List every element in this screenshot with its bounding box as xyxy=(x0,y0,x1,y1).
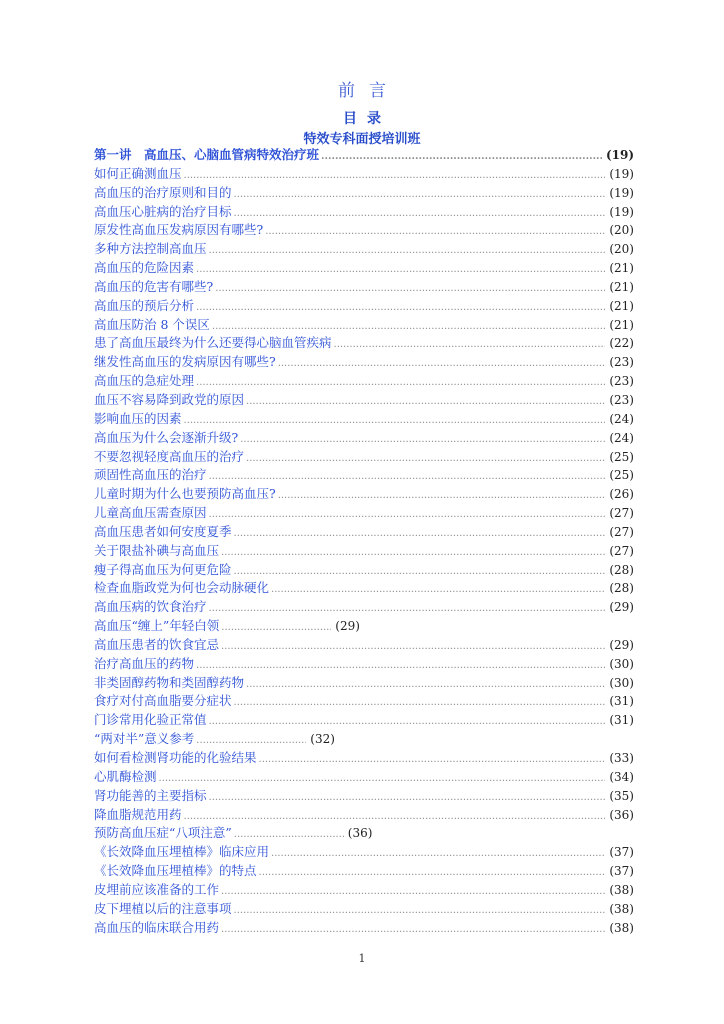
toc-entry[interactable] xyxy=(94,748,634,767)
toc-entry-title: 继发性高血压的发病原因有哪些? xyxy=(94,354,276,370)
toc-entry-page: (20) xyxy=(609,242,634,257)
toc-entry[interactable] xyxy=(94,560,634,579)
toc-entry[interactable] xyxy=(94,522,634,541)
toc-dot-leader xyxy=(209,792,606,803)
toc-entry-title: 高血压心脏病的治疗目标 xyxy=(94,203,232,219)
toc-dot-leader xyxy=(209,245,606,256)
toc-entry-title: 门诊常用化验正常值 xyxy=(94,712,207,728)
toc-entry-title: 高血压的危险因素 xyxy=(94,260,195,276)
toc-entry[interactable] xyxy=(94,428,634,447)
toc-dot-leader xyxy=(321,151,602,162)
toc-entry-title: 高血压患者的饮食宜忌 xyxy=(94,636,220,652)
toc-dot-leader xyxy=(246,453,605,464)
toc-entry[interactable] xyxy=(94,823,634,842)
toc-entry[interactable] xyxy=(94,333,634,352)
toc-entry-page: (19) xyxy=(609,185,634,200)
toc-dot-leader xyxy=(215,283,605,294)
toc-entry-page: (29) xyxy=(609,600,634,615)
toc-dot-leader xyxy=(184,811,606,822)
toc-entry-page: (23) xyxy=(609,374,634,389)
toc-entry[interactable] xyxy=(94,277,634,296)
toc-dot-leader xyxy=(159,773,606,784)
toc-entry[interactable] xyxy=(94,371,634,390)
toc-dot-leader xyxy=(196,660,605,671)
toc-entry-page: (21) xyxy=(609,317,634,332)
toc-entry[interactable] xyxy=(94,484,634,503)
page-number: 1 xyxy=(358,952,366,965)
toc-dot-leader xyxy=(271,848,605,859)
toc-entry-title: 不要忽视轻度高血压的治疗 xyxy=(94,448,245,464)
toc-entry-title: 高血压的急症处理 xyxy=(94,373,195,389)
toc-entry-title: 原发性高血压发病原因有哪些? xyxy=(94,222,264,238)
toc-entry-title: 食疗对付高血脂要分症状 xyxy=(94,693,232,709)
toc-entry-title: 高血压患者如何安度夏季 xyxy=(94,523,232,539)
toc-entry-page: (22) xyxy=(609,336,634,351)
toc-dot-leader xyxy=(234,189,606,200)
toc-entry-page: (35) xyxy=(609,788,634,803)
toc-subheading: 特效专科面授培训班 xyxy=(303,132,421,147)
toc-entry-page: (28) xyxy=(609,581,634,596)
toc-entry[interactable] xyxy=(94,202,634,221)
toc-entry-title: 关于限盐补碘与高血压 xyxy=(94,542,220,558)
toc-entry-page: (19) xyxy=(605,148,634,162)
toc-entry[interactable] xyxy=(94,710,634,729)
toc-entry-page: (19) xyxy=(609,204,634,219)
toc-entry-title: 《长效降血压埋植棒》的特点 xyxy=(94,863,257,879)
toc-entry[interactable] xyxy=(94,805,634,824)
toc-dot-leader xyxy=(271,584,605,595)
toc-entry-page: (28) xyxy=(609,562,634,577)
toc-entry[interactable] xyxy=(94,409,634,428)
toc-entry-page: (31) xyxy=(609,694,634,709)
toc-dot-leader xyxy=(278,358,606,369)
toc-dot-leader xyxy=(265,226,605,237)
toc-dot-leader xyxy=(246,679,605,690)
toc-list xyxy=(94,145,634,936)
toc-entry-title: 瘦子得高血压为何更危险 xyxy=(94,561,232,577)
toc-entry-page: (21) xyxy=(609,261,634,276)
toc-entry[interactable] xyxy=(94,183,634,202)
toc-entry-title: 高血压的治疗原则和目的 xyxy=(94,184,232,200)
toc-entry-page: (32) xyxy=(310,732,335,747)
toc-entry[interactable] xyxy=(94,654,634,673)
toc-entry-title: 降血脂规范用药 xyxy=(94,806,182,822)
toc-dot-leader xyxy=(334,339,606,350)
toc-entry-title: 高血压的预后分析 xyxy=(94,297,195,313)
toc-entry-title: 高血压病的饮食治疗 xyxy=(94,599,207,615)
toc-entry-title: 如何看检测肾功能的化验结果 xyxy=(94,750,257,765)
toc-dot-leader xyxy=(184,415,606,426)
toc-entry-title: 皮埋前应该准备的工作 xyxy=(94,881,220,897)
toc-dot-leader xyxy=(234,829,344,840)
toc-dot-leader xyxy=(240,434,605,445)
toc-entry[interactable] xyxy=(94,899,634,918)
toc-dot-leader xyxy=(234,697,606,708)
toc-entry-page: (30) xyxy=(609,675,634,690)
toc-dot-leader xyxy=(259,867,606,878)
toc-entry[interactable] xyxy=(94,239,634,258)
toc-entry-page: (29) xyxy=(609,637,634,652)
toc-entry-title: 血压不容易降到政党的原因 xyxy=(94,391,245,407)
toc-entry[interactable] xyxy=(94,390,634,409)
toc-entry-title: 治疗高血压的药物 xyxy=(94,655,195,671)
toc-entry-title: 影响血压的因素 xyxy=(94,410,182,426)
toc-entry-page: (38) xyxy=(609,882,634,897)
toc-entry-title: 儿童时期为什么也要预防高血压? xyxy=(94,486,276,502)
toc-entry-title: 第一讲 高血压、心脑血管病特效治疗班 xyxy=(94,147,320,162)
toc-dot-leader xyxy=(209,716,606,727)
toc-entry[interactable] xyxy=(94,296,634,315)
toc-heading: 目录 xyxy=(343,111,391,127)
toc-entry-page: (37) xyxy=(609,845,634,860)
toc-entry-page: (24) xyxy=(609,430,634,445)
toc-dot-leader xyxy=(246,396,605,407)
toc-entry-page: (25) xyxy=(609,468,634,483)
toc-entry[interactable] xyxy=(94,258,634,277)
toc-dot-leader xyxy=(221,641,605,652)
toc-entry-page: (23) xyxy=(609,355,634,370)
toc-entry-title: 皮下埋植以后的注意事项 xyxy=(94,900,232,916)
toc-entry-title: 如何正确测血压 xyxy=(94,165,182,181)
toc-dot-leader xyxy=(209,603,606,614)
toc-entry-title: 儿童高血压需查原因 xyxy=(94,505,207,521)
toc-dot-leader xyxy=(196,264,605,275)
toc-entry[interactable] xyxy=(94,145,634,164)
toc-entry-page: (27) xyxy=(609,524,634,539)
toc-dot-leader xyxy=(196,735,306,746)
toc-entry[interactable] xyxy=(94,465,634,484)
toc-entry[interactable] xyxy=(94,635,634,654)
toc-entry-page: (38) xyxy=(609,901,634,916)
toc-dot-leader xyxy=(234,566,606,577)
toc-entry[interactable] xyxy=(94,918,634,937)
toc-dot-leader xyxy=(259,754,606,765)
toc-entry-title: 高血压的临床联合用药 xyxy=(94,919,220,935)
toc-entry-title: 患了高血压最终为什么还要得心脑血管疾病 xyxy=(94,335,332,351)
preface-heading: 前言 xyxy=(338,81,400,101)
toc-entry-title: 高血压的危害有哪些? xyxy=(94,278,214,294)
toc-entry-title: 高血压“缠上”年轻白领 xyxy=(94,618,220,634)
toc-entry-page: (29) xyxy=(335,619,360,634)
toc-entry[interactable] xyxy=(94,352,634,371)
toc-entry[interactable] xyxy=(94,842,634,861)
toc-entry[interactable] xyxy=(94,616,634,635)
toc-entry[interactable] xyxy=(94,164,634,183)
toc-entry-page: (33) xyxy=(609,751,634,765)
toc-dot-leader xyxy=(221,622,331,633)
toc-entry-title: 肾功能善的主要指标 xyxy=(94,787,207,803)
toc-entry[interactable] xyxy=(94,767,634,786)
toc-entry-page: (20) xyxy=(609,223,634,238)
toc-dot-leader xyxy=(212,321,605,332)
toc-entry-page: (25) xyxy=(609,449,634,464)
toc-dot-leader xyxy=(196,377,605,388)
toc-entry-page: (23) xyxy=(609,392,634,407)
toc-entry[interactable] xyxy=(94,315,634,334)
toc-entry[interactable] xyxy=(94,673,634,692)
toc-entry[interactable] xyxy=(94,597,634,616)
toc-entry[interactable] xyxy=(94,578,634,597)
toc-entry[interactable] xyxy=(94,880,634,899)
toc-dot-leader xyxy=(209,509,606,520)
toc-entry[interactable] xyxy=(94,503,634,522)
toc-dot-leader xyxy=(184,170,606,181)
toc-entry[interactable] xyxy=(94,786,634,805)
toc-entry[interactable] xyxy=(94,691,634,710)
toc-entry-title: 《长效降血压埋植棒》临床应用 xyxy=(94,844,270,860)
toc-entry-page: (34) xyxy=(609,769,634,784)
toc-entry-page: (38) xyxy=(609,920,634,935)
toc-entry-page: (30) xyxy=(609,656,634,671)
toc-entry-page: (36) xyxy=(347,826,373,841)
toc-entry-title: 高血压为什么会逐渐升级? xyxy=(94,429,239,445)
toc-entry-title: 高血压防治 8 个误区 xyxy=(94,316,210,332)
toc-dot-leader xyxy=(196,302,605,313)
toc-dot-leader xyxy=(221,547,605,558)
toc-entry-title: “两对半”意义参考 xyxy=(94,731,195,747)
toc-entry[interactable] xyxy=(94,729,634,748)
toc-dot-leader xyxy=(234,905,606,916)
toc-dot-leader xyxy=(278,490,606,501)
toc-entry-page: (27) xyxy=(609,543,634,558)
toc-entry-title: 检查血脂政党为何也会动脉硬化 xyxy=(94,580,270,596)
toc-entry[interactable] xyxy=(94,447,634,466)
toc-entry-page: (21) xyxy=(609,279,634,294)
toc-entry[interactable] xyxy=(94,220,634,239)
toc-entry-page: (36) xyxy=(609,807,634,822)
toc-entry-title: 多种方法控制高血压 xyxy=(94,241,207,257)
toc-entry-page: (27) xyxy=(609,506,634,521)
toc-dot-leader xyxy=(234,528,606,539)
toc-entry-page: (19) xyxy=(609,166,634,181)
toc-entry-page: (37) xyxy=(609,864,634,879)
toc-entry-title: 预防高血压症“八项注意” xyxy=(94,825,232,841)
toc-dot-leader xyxy=(221,924,605,935)
toc-entry[interactable] xyxy=(94,861,634,880)
toc-entry-page: (24) xyxy=(609,411,634,426)
toc-entry-title: 非类固醇药物和类固醇药物 xyxy=(94,674,245,690)
toc-dot-leader xyxy=(221,886,605,897)
toc-entry-page: (26) xyxy=(609,487,634,502)
toc-entry-title: 顽固性高血压的治疗 xyxy=(94,467,207,483)
toc-entry[interactable] xyxy=(94,541,634,560)
toc-entry-page: (21) xyxy=(609,298,634,313)
toc-dot-leader xyxy=(234,208,606,219)
toc-entry-title: 心肌酶检测 xyxy=(94,768,157,784)
toc-entry-page: (31) xyxy=(609,713,634,728)
toc-dot-leader xyxy=(209,471,606,482)
